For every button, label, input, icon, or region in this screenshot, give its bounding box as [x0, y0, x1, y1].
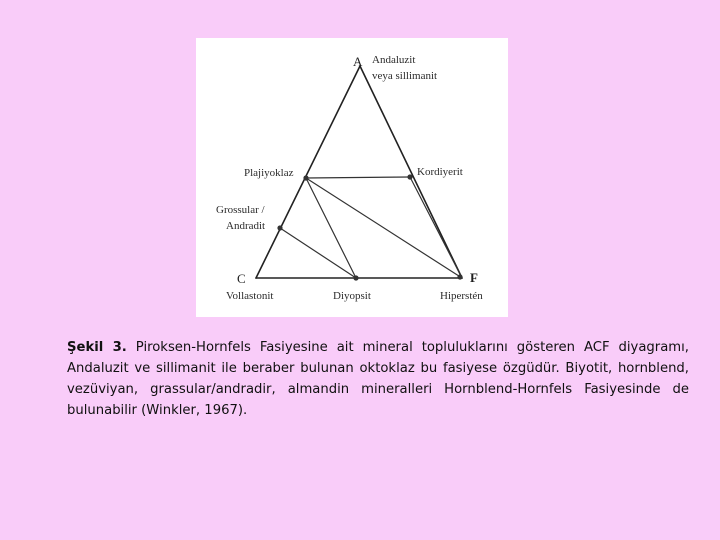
tie-plagioclase-cordierite	[306, 177, 410, 178]
cordierite-label: Kordiyerit	[417, 166, 463, 178]
grossular-label-line1: Grossular /	[216, 204, 265, 216]
caption-text: Piroksen-Hornfels Fasiyesine ait mineral topluluklarını gösteren ACF diyagramı, Andaluzit ve sillimanit ile beraber bulunan oktoklaz bu fasiyese özgüdür. Biyotit, hornblend, vezüviyan, grassular/andradir, almandin mineralleri Hornblend-Hornfels Fasiyesinde de bulunabilir (Winkler, 1967).	[67, 340, 689, 418]
figure-caption	[67, 337, 689, 421]
vertex-f-mineral: Hiperstén	[440, 290, 483, 302]
vertex-a-note-line2: veya sillimanit	[372, 70, 438, 82]
tie-cordierite-hypersthene	[410, 177, 462, 278]
diopside-label: Diyopsit	[333, 290, 371, 302]
grossular-label-line2: Andradit	[226, 220, 266, 232]
point-grossular	[277, 225, 282, 230]
vertex-a-note-line1: Andaluzit	[372, 54, 416, 66]
acf-diagram	[196, 38, 508, 317]
vertex-f-label: F	[470, 270, 478, 285]
vertex-c-mineral: Vollastonit	[226, 290, 274, 302]
point-diopside	[353, 275, 358, 280]
point-hypersthene	[457, 274, 462, 279]
point-plagioclase	[303, 175, 308, 180]
vertex-c-label: C	[237, 271, 246, 286]
point-cordierite	[407, 174, 412, 179]
plagioclase-label: Plajiyoklaz	[244, 167, 294, 179]
tie-grossular-diopside	[280, 228, 356, 278]
acf-diagram-figure	[196, 38, 508, 317]
tie-plagioclase-diopside	[306, 178, 356, 278]
vertex-a-label: A	[353, 54, 363, 69]
caption-label: Şekil 3.	[67, 340, 127, 355]
